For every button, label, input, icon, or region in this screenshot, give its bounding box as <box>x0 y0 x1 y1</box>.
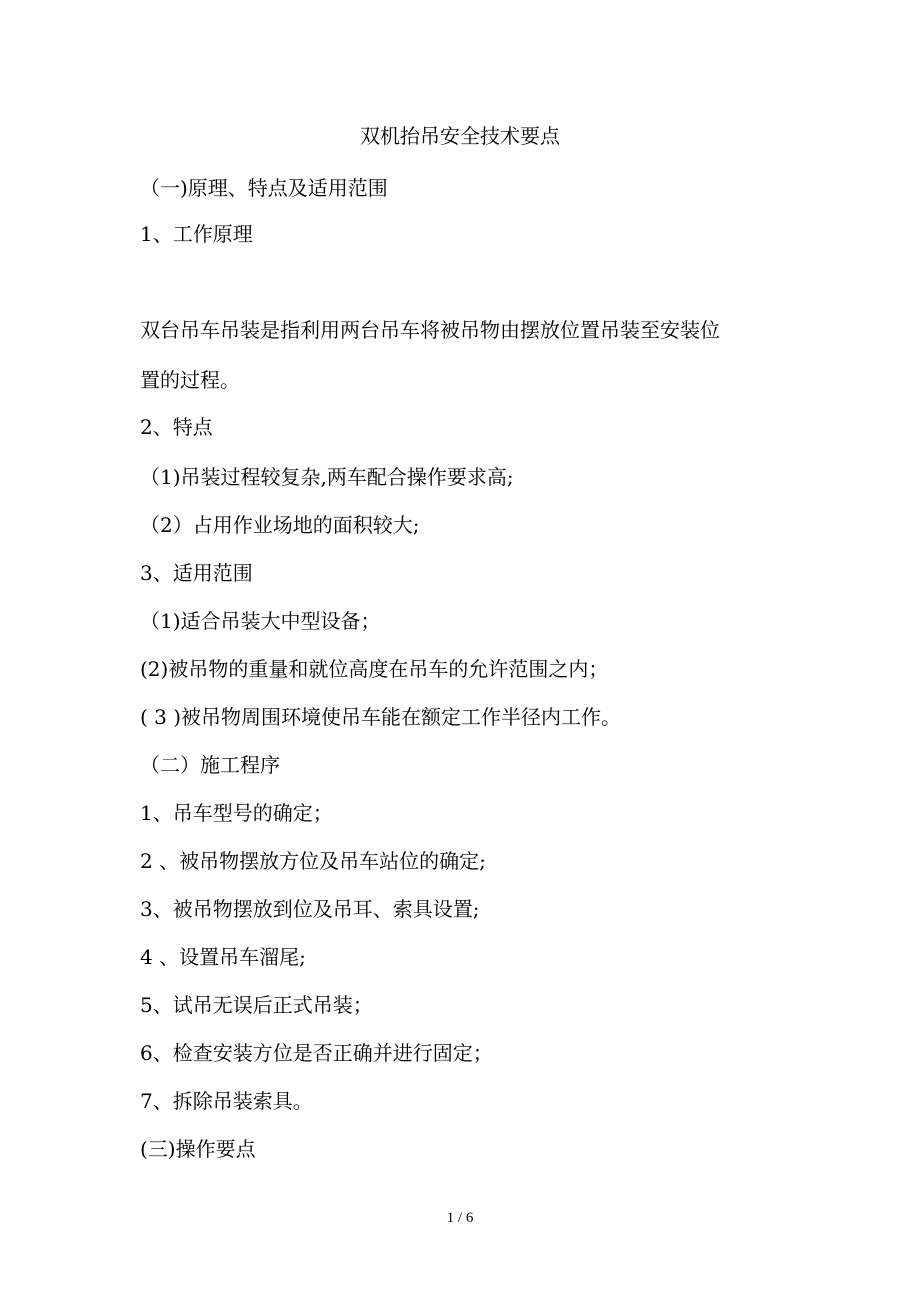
subheading-working-principle: 1、工作原理 <box>140 222 253 246</box>
subheading-features: 2、特点 <box>140 415 213 439</box>
paragraph-line: 置的过程。 <box>140 368 240 392</box>
document-title: 双机抬吊安全技术要点 <box>360 124 560 148</box>
page-number: 1 / 6 <box>446 1210 474 1226</box>
list-item: （1)吊装过程较复杂,两车配合操作要求高; <box>140 465 514 489</box>
list-item: 3、被吊物摆放到位及吊耳、索具设置; <box>140 897 480 921</box>
list-item: 6、检查安装方位是否正确并进行固定； <box>140 1041 493 1065</box>
list-item: 4 、设置吊车溜尾; <box>140 945 306 969</box>
paragraph-line: 双台吊车吊装是指利用两台吊车将被吊物由摆放位置吊装至安装位 <box>140 318 720 342</box>
section-heading-principles: （一)原理、特点及适用范围 <box>140 176 388 200</box>
list-item: 1、吊车型号的确定； <box>140 801 333 825</box>
list-item: 2 、被吊物摆放方位及吊车站位的确定; <box>140 849 486 873</box>
subheading-scope: 3、适用范围 <box>140 561 253 585</box>
list-item: (2)被吊物的重量和就位高度在吊车的允许范围之内； <box>140 657 609 681</box>
section-heading-procedure: （二）施工程序 <box>140 753 280 777</box>
list-item: （2）占用作业场地的面积较大; <box>140 513 420 537</box>
list-item: 5、试吊无误后正式吊装； <box>140 993 373 1017</box>
list-item: （1)适合吊装大中型设备； <box>140 609 381 633</box>
list-item: 7、拆除吊装索具。 <box>140 1089 313 1113</box>
list-item: ( 3 )被吊物周围环境使吊车能在额定工作半径内工作。 <box>140 705 622 729</box>
section-heading-operation: (三)操作要点 <box>140 1137 256 1161</box>
